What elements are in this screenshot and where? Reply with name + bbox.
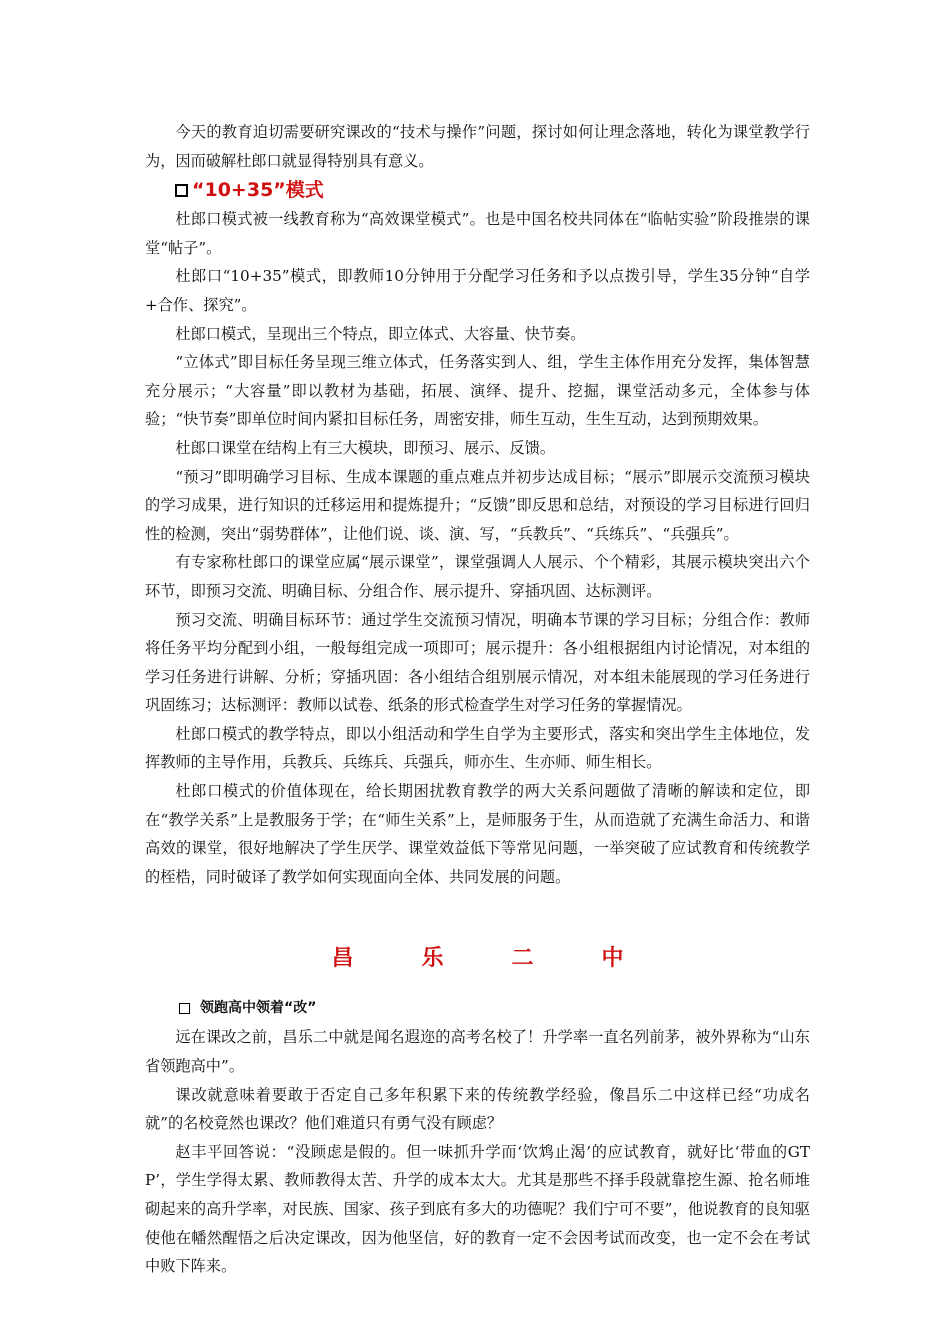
paragraph: 有专家称杜郎口的课堂应属“展示课堂”，课堂强调人人展示、个个精彩，其展示模块突出六个环节，即预习交流、明确目标、分组合作、展示提升、穿插巩固、达标测评。 (145, 553, 810, 600)
school-title-char: 中 (601, 946, 624, 972)
checkbox-square-icon (175, 184, 188, 197)
paragraph: 课改就意味着要敢于否定自己多年积累下来的传统教学经验，像昌乐二中这样已经“功成名就”的名校竟然也课改？他们难道只有勇气没有顾虑？ (145, 1085, 810, 1133)
intro-paragraph: 今天的教育迫切需要研究课改的“技术与操作”问题，探讨如何让理念落地，转化为课堂教学行为，因而破解杜郎口就显得特别具有意义。 (145, 123, 810, 170)
document-page (145, 118, 810, 1281)
school-title-char: 乐 (421, 946, 444, 972)
paragraph: 杜郎口“10+35”模式，即教师10分钟用于分配学习任务和予以点拨引导，学生35分钟“自学+合作、探究”。 (145, 267, 810, 314)
paragraph: 杜郎口模式的教学特点，即以小组活动和学生自学为主要形式，落实和突出学生主体地位，发挥教师的主导作用，兵教兵、兵练兵、兵强兵，师亦生、生亦师、师生相长。 (145, 724, 810, 772)
paragraph: 杜郎口模式，呈现出三个特点，即立体式、大容量、快节奏。 (175, 324, 586, 343)
subsection-heading-text: 领跑高中领着“改” (200, 1000, 317, 1017)
paragraph: 预习交流、明确目标环节：通过学生交流预习情况，明确本节课的学习目标；分组合作：教师将任务平均分配到小组，一般每组完成一项即可；展示提升：各小组根据组内讨论情况，对本组的学习任务进行讲解、分析；穿插巩固：各小组结合组别展示情况，对本组未能展现的学习任务进行巩固练习；达标测评：教师以试卷、纸条的形式检查学生对学习任务的掌握情况。 (145, 610, 810, 715)
paragraph: 赵丰平回答说：“没顾虑是假的。但一味抓升学而‘饮鸩止渴’的应试教育，就好比‘带血的GTP’，学生学得太累、教师教得太苦、升学的成本太大。尤其是那些不择手段就靠挖生源、抢名师堆砌起来的高升学率，对民族、国家、孩子到底有多大的功德呢？我们宁可不要”，他说教育的良知驱使他在幡然醒悟之后决定课改，因为他坚信，好的教育一定不会因考试而改变，也一定不会在考试中败下阵来。 (145, 1142, 810, 1276)
school-title (145, 929, 810, 989)
section-heading-10-35 (145, 175, 810, 205)
paragraph: 远在课改之前，昌乐二中就是闻名遐迩的高考名校了！升学率一直名列前茅，被外界称为“山东省领跑高中”。 (145, 1028, 810, 1076)
paragraph: “预习”即明确学习目标、生成本课题的重点难点并初步达成目标；“展示”即展示交流预习模块的学习成果，进行知识的迁移运用和提炼提升；“反馈”即反思和总结，对预设的学习目标进行回归性的检测，突出“弱势群体”，让他们说、谈、演、写，“兵教兵”、“兵练兵”、“兵强兵”。 (145, 467, 810, 543)
school-title-char: 昌 (331, 946, 354, 972)
section-heading-lead (145, 993, 810, 1023)
paragraph: 杜郎口模式被一线教育称为“高效课堂模式”。也是中国名校共同体在“临帖实验”阶段推崇的课堂“帖子”。 (145, 210, 810, 257)
section-heading-text: “10+35”模式 (192, 179, 324, 202)
checkbox-square-icon (179, 1003, 190, 1014)
paragraph: 杜郎口课堂在结构上有三大模块，即预习、展示、反馈。 (175, 438, 556, 457)
paragraph: “立体式”即目标任务呈现三维立体式，任务落实到人、组，学生主体作用充分发挥，集体智慧充分展示；“大容量”即以教材为基础，拓展、演绎、提升、挖掘，课堂活动多元，全体参与体验；“快节奏”即单位时间内紧扣目标任务，周密安排，师生互动，生生互动，达到预期效果。 (145, 353, 810, 429)
school-title-char: 二 (511, 946, 534, 972)
paragraph: 杜郎口模式的价值体现在，给长期困扰教育教学的两大关系问题做了清晰的解读和定位，即在“教学关系”上是教服务于学；在“师生关系”上，是师服务于生，从而造就了充满生命活力、和谐高效的课堂，很好地解决了学生厌学、课堂效益低下等常见问题，一举突破了应试教育和传统教学的桎梏，同时破译了教学如何实现面向全体、共同发展的问题。 (145, 782, 810, 886)
